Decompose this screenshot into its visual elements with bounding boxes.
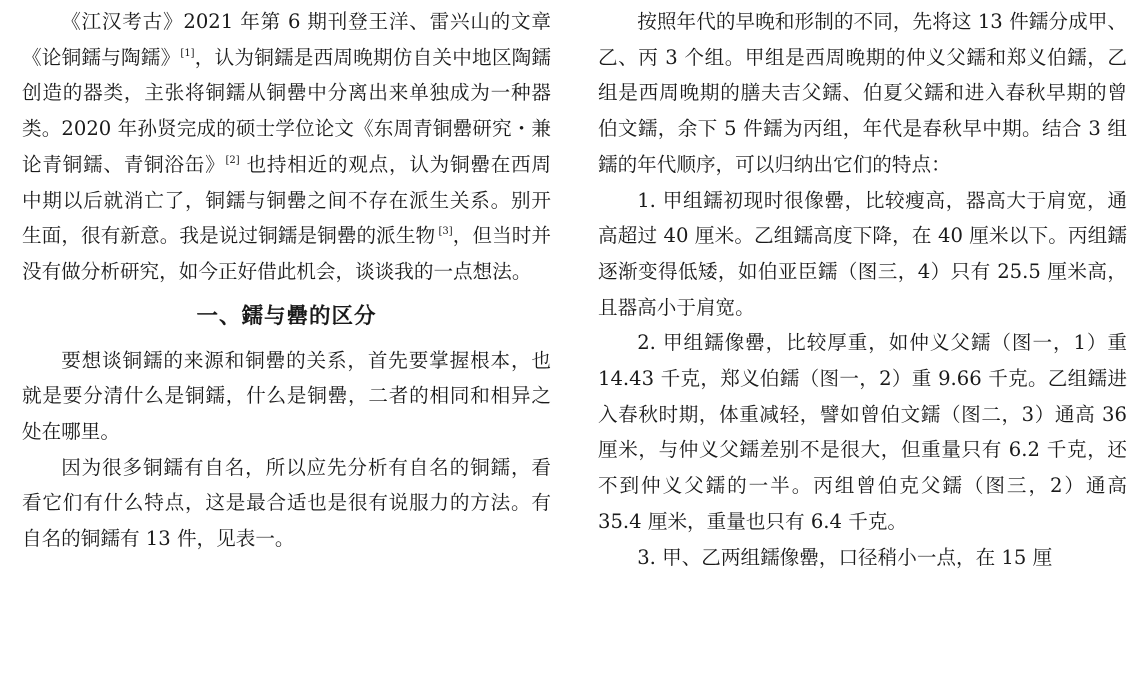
section-paragraph-2: 因为很多铜鑐有自名，所以应先分析有自名的铜鑐，看看它们有什么特点，这是最合适也是很有说服力的方法。有自名的铜鑐有 13 件，见表一。 <box>22 455 551 551</box>
footnote-ref-3[interactable]: [3] <box>435 226 453 238</box>
intro-text-a: 《江汉考古》2021 年第 6 期刊登王洋、雷兴山的文章《论铜鑐与陶鑐》 <box>22 10 551 69</box>
feature-item-1: 1. 甲组鑐初现时很像罍，比较瘦高，器高大于肩宽，通高超过 40 厘米。乙组鑐高度下降，在 40 厘米以下。丙组鑐逐渐变得低矮，如伯亚臣鑐（图三，4）只有 25.5 厘米高，且器高小于肩宽。 <box>598 188 1127 319</box>
section-paragraph-1: 要想谈铜鑐的来源和铜罍的关系，首先要掌握根本，也就是要分清什么是铜鑐，什么是铜罍，二者的相同和相异之处在哪里。 <box>22 348 551 444</box>
right-column <box>598 4 1127 575</box>
feature-item-2: 2. 甲组鑐像罍，比较厚重，如仲义父鑐（图一，1）重 14.43 千克，郑义伯鑐（图一，2）重 9.66 千克。乙组鑐进入春秋时期，体重减轻，譬如曾伯文鑐（图二，3）通高 36 厘米，与仲义父鑐差别不是很大，但重量只有 6.2 千克，还不到仲义父鑐的一半。丙组曾伯克父鑐（图三，2）通高 35.4 厘米，重量也只有 6.4 千克。 <box>598 331 1127 533</box>
intro-text-c: 也持相近的观点，认为铜罍在西周中期以后就消亡了，铜鑐与铜罍之间不存在派生关系。别开生面，很有新意。我是说过铜鑐是铜罍的派生物 <box>22 152 551 248</box>
left-column <box>22 4 551 557</box>
intro-text-d: ，但当时并没有做分析研究，如今正好借此机会，谈谈我的一点想法。 <box>22 224 552 283</box>
footnote-ref-2[interactable]: [2] <box>225 154 240 166</box>
feature-item-3: 3. 甲、乙两组鑐像罍，口径稍小一点，在 15 厘 <box>637 545 1053 569</box>
section-heading: 一、鑐与罍的区分 <box>196 303 377 329</box>
footnote-ref-1[interactable]: [1] <box>180 47 195 59</box>
intro-text-b: ，认为铜鑐是西周晚期仿自关中地区陶鑐创造的器类，主张将铜鑐从铜罍中分离出来单独成为一种器类。2020 年孙贤完成的硕士学位论文《东周青铜罍研究・兼论青铜鑐、青铜浴缶》 <box>22 45 552 176</box>
grouping-paragraph: 按照年代的早晚和形制的不同，先将这 13 件鑐分成甲、乙、丙 3 个组。甲组是西周晚期的仲义父鑐和郑义伯鑐，乙组是西周晚期的膳夫吉父鑐、伯夏父鑐和进入春秋早期的曾伯文鑐，余下 5 件鑐为丙组，年代是春秋早中期。结合 3 组鑐的年代顺序，可以归纳出它们的特点： <box>598 10 1127 176</box>
intro-paragraph <box>22 4 551 290</box>
